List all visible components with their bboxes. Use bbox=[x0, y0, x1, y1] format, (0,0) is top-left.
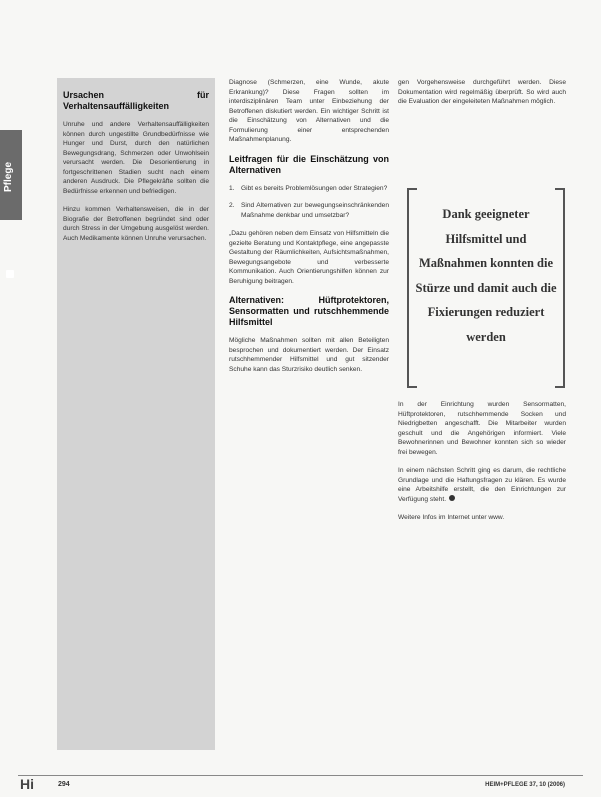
column-3-paragraph-1: In der Einrichtung wurden Sensormatten, Hüftprotektoren, rutschhemmende Socken und Niedrigbetten angeschafft. Die Mitarbeiter wurden geschult und die Angehörigen informiert. Viele Bewohnerinnen und Bewohner konnten sich so wieder frei bewegen. bbox=[398, 401, 566, 456]
pull-quote bbox=[407, 188, 565, 384]
column-2-paragraph-2: Mögliche Maßnahmen sollten mit allen Beteiligten besprochen und dokumentiert werden. Der Einsatz rutschhemmender Hilfsmittel und gut sitzender Schuhe kann das Sturzrisiko deutlich senken. bbox=[229, 337, 389, 373]
column-2-paragraph: „Dazu gehören neben dem Einsatz von Hilfsmitteln die gezielte Beratung und Kontaktpflege, eine angepasste Gestaltung der Räumlichkeiten, Aufsichtsmaßnahmen, Bewegungsangebote und verbesserte Kommunikation. Auch Orientierungshilfen können zur Beruhigung beitragen. bbox=[229, 230, 389, 285]
column-3-intro: gen Vorgehensweise durchgeführt werden. Diese Dokumentation wird regelmäßig überprüft. So wird auch die Evaluation der eingeleiteten Maßnahmen möglich. bbox=[398, 79, 566, 105]
journal-logo: Hi bbox=[20, 776, 34, 792]
section-heading-leitfragen: Leitfragen für die Einschätzung von Alternativen bbox=[229, 153, 389, 175]
column-2-intro: Diagnose (Schmerzen, eine Wunde, akute Erkrankung)? Diese Fragen sollten im interdisziplinären Team unter Einbeziehung der Betroffenen diskutiert werden. Ein wichtiger Schritt ist die Einschätzung von Alternativen und die Formulierung einer entsprechenden Maßnahmenplanung. bbox=[229, 79, 389, 143]
sidebar-paragraph-1: Unruhe und andere Verhaltensauffälligkeiten können durch ungestillte Grundbedürfnisse wie Hunger und Durst, durch den natürlichen Bewegungsdrang, Schmerzen oder Unwohlsein verursacht werden. Die Desorientierung in fortgeschrittenen Stadien sucht nach einem anderen Ausdruck. Die Pflegekräfte sollten die Bedürfnisse erkennen und befriedigen. bbox=[63, 121, 209, 195]
section-tab-label: Pflege bbox=[3, 161, 14, 192]
web-link-line[interactable]: Weitere Infos im Internet unter www. bbox=[398, 514, 505, 521]
list-item: 1. Gibt es bereits Problemlösungen oder Strategien? bbox=[229, 184, 388, 192]
section-heading-alternativen: Alternativen: Hüftprotektoren, Sensormatten und rutschhemmende Hilfsmittel bbox=[229, 295, 389, 327]
journal-citation: HEIM+PFLEGE 37, 10 (2006) bbox=[485, 782, 565, 788]
sidebar-heading: Ursachen für Verhaltensauffälligkeiten bbox=[63, 90, 209, 111]
question-list bbox=[229, 184, 389, 221]
section-tab bbox=[0, 130, 22, 220]
end-of-article-icon bbox=[449, 495, 455, 501]
pull-quote-text: Dank geeigneter Hilfsmittel und Maßnahmen konnten die Stürze und damit auch die Fixierungen reduziert werden bbox=[415, 207, 557, 344]
footer-divider bbox=[18, 775, 583, 776]
sidebar-paragraph-2: Hinzu kommen Verhaltensweisen, die in der Biografie der Betroffenen begründet sind oder durch Stress in der Umgebung ausgelöst werden. Auch Medikamente können Unruhe verursachen. bbox=[63, 206, 209, 242]
page-number: 294 bbox=[58, 781, 70, 788]
column-1 bbox=[63, 90, 209, 252]
column-3-top bbox=[398, 78, 566, 116]
tab-marker-icon bbox=[6, 270, 14, 278]
column-3-bottom bbox=[398, 400, 566, 532]
column-2 bbox=[229, 78, 389, 383]
list-item: 2. Sind Alternativen zur bewegungseinschränkenden Maßnahme denkbar und umsetzbar? bbox=[229, 202, 389, 219]
column-3-paragraph-2: In einem nächsten Schritt ging es darum, die rechtliche Grundlage und die Haftungsfragen zu klären. Es wurde eine Arbeitshilfe erstellt, die den Einrichtungen zur Verfügung steht. bbox=[398, 467, 566, 503]
